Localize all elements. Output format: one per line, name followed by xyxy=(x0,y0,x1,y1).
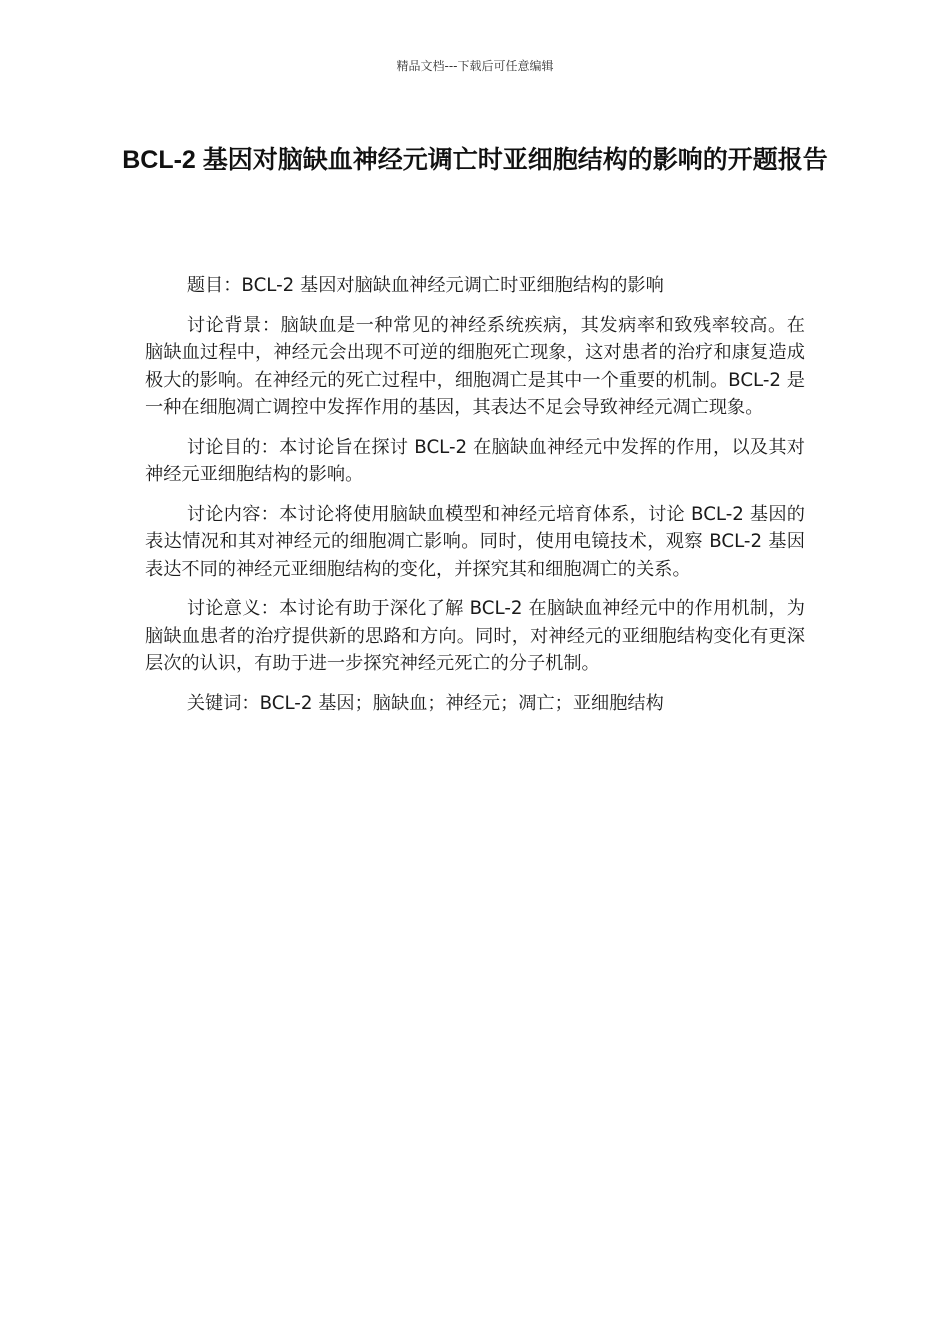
document-title: BCL-2 基因对脑缺血神经元调亡时亚细胞结构的影响的开题报告 xyxy=(122,146,828,174)
topic-paragraph: 题目：BCL-2 基因对脑缺血神经元调亡时亚细胞结构的影响 xyxy=(186,275,664,296)
content-paragraph: 讨论内容：本讨论将使用脑缺血模型和神经元培育体系，讨论 BCL-2 基因的表达情况和其对神经元的细胞凋亡影响。同时，使用电镜技术，观察 BCL-2 基因表达不同的神经元亚细胞结构的变化，并探究其和细胞凋亡的关系。 xyxy=(145,503,805,580)
document-body xyxy=(145,272,805,729)
significance-paragraph: 讨论意义：本讨论有助于深化了解 BCL-2 在脑缺血神经元中的作用机制，为脑缺血患者的治疗提供新的思路和方向。同时，对神经元的亚细胞结构变化有更深层次的认识，有助于进一步探究神经元死亡的分子机制。 xyxy=(145,598,805,674)
header-note: 精品文档---下载后可任意编辑 xyxy=(396,59,554,73)
purpose-paragraph: 讨论目的：本讨论旨在探讨 BCL-2 在脑缺血神经元中发挥的作用，以及其对神经元亚细胞结构的影响。 xyxy=(145,436,805,485)
keywords-paragraph: 关键词：BCL-2 基因；脑缺血；神经元；凋亡；亚细胞结构 xyxy=(186,692,664,714)
background-paragraph: 讨论背景：脑缺血是一种常见的神经系统疾病，其发病率和致残率较高。在脑缺血过程中，神经元会出现不可逆的细胞死亡现象，这对患者的治疗和康复造成极大的影响。在神经元的死亡过程中，细胞凋亡是其中一个重要的机制。BCL-2 是一种在细胞凋亡调控中发挥作用的基因，其表达不足会导致神经元凋亡现象。 xyxy=(145,314,805,418)
